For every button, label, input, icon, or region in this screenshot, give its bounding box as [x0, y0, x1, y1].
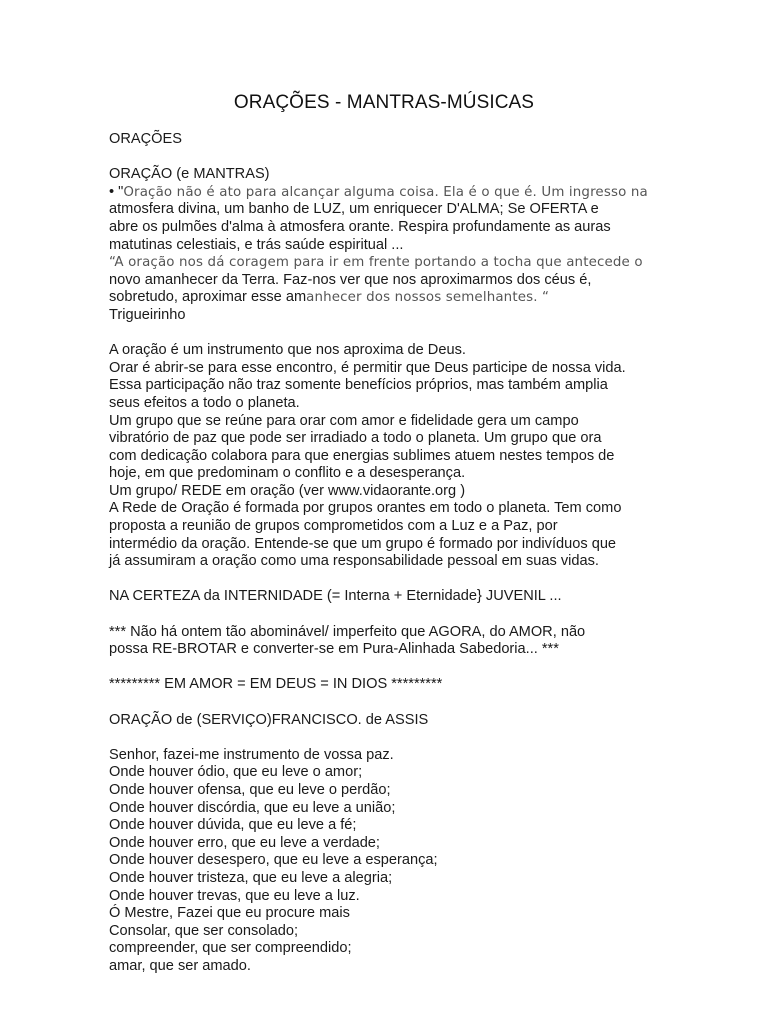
- paragraph-line: já assumiram a oração como uma responsabilidade pessoal em suas vidas.: [109, 553, 599, 570]
- prayer-line: Onde houver dúvida, que eu leve a fé;: [109, 817, 357, 834]
- quote2-line3: [109, 289, 669, 307]
- spacer: [109, 606, 669, 624]
- prayer-line: Onde houver ódio, que eu leve o amor;: [109, 764, 363, 781]
- prayer-line: Onde houver desespero, que eu leve a esperança;: [109, 852, 438, 869]
- paragraph-line: Essa participação não traz somente benefícios próprios, mas também amplia: [109, 377, 608, 394]
- paragraph-line: intermédio da oração. Entende-se que um grupo é formado por indivíduos que: [109, 535, 617, 552]
- document-body: [109, 131, 669, 976]
- quote2-line3-b: anhecer dos nossos semelhantes. “: [306, 290, 550, 306]
- paragraph-line: A Rede de Oração é formada por grupos orantes em todo o planeta. Tem como: [109, 500, 622, 517]
- stars-line: *** Não há ontem tão abominável/ imperfeito que AGORA, do AMOR, não: [109, 623, 586, 640]
- spacer: [109, 729, 669, 747]
- quote2-line3-a: sobretudo, aproximar esse am: [109, 289, 307, 306]
- quote2-line1: “A oração nos dá coragem para ir em frente portando a tocha que antecede o: [109, 255, 643, 271]
- prayer-line: Senhor, fazei-me instrumento de vossa paz.: [109, 746, 394, 763]
- page-title: ORAÇÕES - MANTRAS-MÚSICAS: [233, 92, 535, 113]
- certeza-line: NA CERTEZA da INTERNIDADE (= Interna + Eternidade} JUVENIL ...: [109, 588, 562, 605]
- prayer-line: Onde houver discórdia, que eu leve a união;: [109, 799, 396, 816]
- spacer: [109, 659, 669, 677]
- spacer: [109, 149, 669, 167]
- quote-author: Trigueirinho: [109, 306, 186, 323]
- bullet: • ": [109, 183, 124, 200]
- paragraph-line: hoje, em que predominam o conflito e a desesperança.: [109, 465, 466, 482]
- prayer-line: Onde houver ofensa, que eu leve o perdão;: [109, 781, 391, 798]
- prayer-line: Ó Mestre, Fazei que eu procure mais: [109, 905, 350, 922]
- paragraph-line: seus efeitos a todo o planeta.: [109, 394, 300, 411]
- spacer: [109, 694, 669, 712]
- prayer-line: Onde houver tristeza, que eu leve a alegria;: [109, 869, 393, 886]
- paragraph-line: A oração é um instrumento que nos aproxima de Deus.: [109, 342, 466, 359]
- paragraph-line: Um grupo/ REDE em oração (ver www.vidaorante.org ): [109, 482, 466, 499]
- quote1-line2: atmosfera divina, um banho de LUZ, um enriquecer D'ALMA; Se OFERTA e: [109, 201, 599, 218]
- stars-line: possa RE-BROTAR e converter-se em Pura-Alinhada Sabedoria... ***: [109, 641, 559, 658]
- prayer-line: Onde houver erro, que eu leve a verdade;: [109, 834, 380, 851]
- prayer-title: ORAÇÃO de (SERVIÇO)FRANCISCO. de ASSIS: [109, 711, 429, 728]
- quote2-line2: novo amanhecer da Terra. Faz-nos ver que nos aproximarmos dos céus é,: [109, 271, 592, 288]
- prayer-line: Consolar, que ser consolado;: [109, 922, 299, 939]
- quote1-line3: abre os pulmões d'alma à atmosfera orante. Respira profundamente as auras: [109, 218, 611, 235]
- quote1-line1: [109, 184, 669, 202]
- em-amor-line: ********* EM AMOR = EM DEUS = IN DIOS *********: [109, 676, 443, 693]
- paragraph-line: proposta a reunião de grupos comprometidos com a Luz e a Paz, por: [109, 518, 558, 535]
- prayer-line: amar, que ser amado.: [109, 957, 251, 974]
- spacer: [109, 571, 669, 589]
- paragraph-line: Um grupo que se reúne para orar com amor e fidelidade gera um campo: [109, 412, 579, 429]
- quote1-line4: matutinas celestiais, e trás saúde espiritual ...: [109, 236, 404, 253]
- spacer: [109, 325, 669, 343]
- paragraph-line: Orar é abrir-se para esse encontro, é permitir que Deus participe de nossa vida.: [109, 359, 626, 376]
- prayer-line: Onde houver trevas, que eu leve a luz.: [109, 887, 360, 904]
- paragraph-line: com dedicação colabora para que energias sublimes atuem nestes tempos de: [109, 447, 615, 464]
- prayer-line: compreender, que ser compreendido;: [109, 940, 352, 957]
- quote1-text-light: Oração não é ato para alcançar alguma coisa. Ela é o que é. Um ingresso na: [123, 184, 648, 200]
- paragraph-line: vibratório de paz que pode ser irradiado a todo o planeta. Um grupo que ora: [109, 430, 602, 447]
- section-heading: ORAÇÕES: [109, 131, 182, 147]
- subheading: ORAÇÃO (e MANTRAS): [109, 166, 270, 183]
